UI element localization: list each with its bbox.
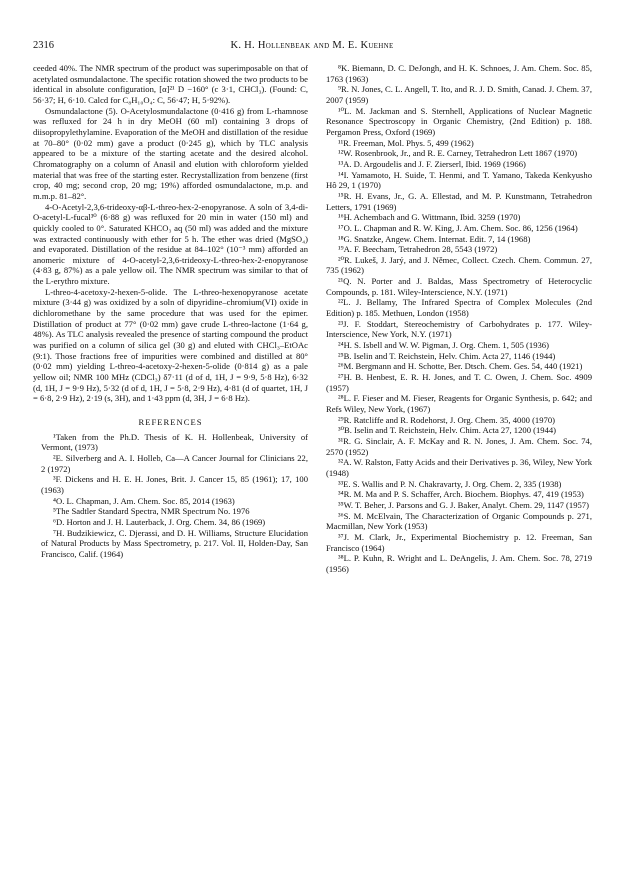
reference-item: ²¹Q. N. Porter and J. Baldas, Mass Spectrometry of Heterocyclic Compounds, p. 181. Wiley-Interscience, N.Y. (1971) [326,276,592,297]
reference-item: ²E. Silverberg and A. I. Holleb, Ca—A Cancer Journal for Clinicians 22, 2 (1972) [41,452,308,474]
reference-item: ²⁸L. F. Fieser and M. Fieser, Reagents for Organic Synthesis, p. 642; and Refs Wiley, New York, (1967) [326,393,592,414]
paragraph: ceeded 40%. The NMR spectrum of the product was superimposable on that of acetylated osmundalactone. The specific rotation showed the two products to be identical in absolute configuration, [α]²¹ D −160° (c 3·1, CHCl₃). (Found: C, 56·37; H, 6·10. Calcd for C₈H₁₀O₄: C, 56·47; H, 5·92%). [33,63,308,105]
reference-item: ¹⁹A. F. Beecham, Tetrahedron 28, 5543 (1972) [338,244,498,255]
reference-item: ²²L. J. Bellamy, The Infrared Spectra of Complex Molecules (2nd Edition) p. 185. Methuen, London (1958) [326,297,592,319]
reference-item: ³⁸L. P. Kuhn, R. Wright and L. DeAngelis, J. Am. Chem. Soc. 78, 2719 (1956) [326,553,592,574]
reference-item: ¹⁰L. M. Jackman and S. Sternhell, Applications of Nuclear Magnetic Resonance Spectroscopy in Organic Chemistry, (2nd Edition) p. 188. Pergamon Press, Oxford (1969) [326,105,592,137]
reference-item: ³⁰B. Iselin and T. Reichstein, Helv. Chim. Acta 27, 1200 (1944) [338,425,557,436]
reference-item: ⁵The Sadtler Standard Spectra, NMR Spectrum No. 1976 [53,506,250,517]
reference-item: ⁶D. Horton and J. H. Lauterback, J. Org. Chem. 34, 86 (1969) [53,516,266,527]
reference-item: ⁸K. Biemann, D. C. DeJongh, and H. K. Schnoes, J. Am. Chem. Soc. 85, 1763 (1963) [326,63,592,84]
reference-item: ¹⁶H. Achembach and G. Wittmann, Ibid. 3259 (1970) [338,212,521,223]
reference-item: ²⁷H. B. Henbest, E. R. H. Jones, and T. C. Owen, J. Chem. Soc. 4909 (1957) [326,372,592,393]
reference-item: ²³J. F. Stoddart, Stereochemistry of Carbohydrates p. 177. Wiley-Interscience, New York, N.Y. (1971) [326,318,592,340]
reference-item: ³⁴R. M. Ma and P. S. Schaffer, Arch. Biochem. Biophys. 47, 419 (1953) [338,489,584,500]
paragraph: L-threo-4-acetoxy-2-hexen-5-olide. The L-threo-hexenopyranose acetate mixture (3·44 g) was oxidized by a soln of dipyridine–chromium(VI) oxide in dichloromethane by the same procedure that was used for the epimer. Distillation of product at 77° (0·02 mm) gave crude L-threo-lactone (1·64 g, 48%). As TLC analysis revealed the presence of starting compound the product was purified on a column of silica gel (30 g) and eluted with CHCl₃–EtOAc (9:1). Those fractions free of impurities were combined and distilled at 80° (0·02 mm) yielding L-threo-4-acetoxy-2-hexen-5-olide (0·814 g) as a pale yellow oil; NMR 100 MHz (CDCl₃) δ7·11 (d of d, 1H, J = 9·9, 5·8 Hz), 6·32 (d, 1H, J = 9·9 Hz), 5·32 (d of d, 1H, J = 5·8, 2·9 Hz), 4·81 (d of quartet, 1H, J = 6·8, 2·9 Hz), 2·19 (s, 3H), and 1·43 ppm (d, 3H, J = 6·8 Hz). [33,286,308,404]
reference-item: ³F. Dickens and H. E. H. Jones, Brit. J. Cancer 15, 85 (1961); 17, 100 (1963) [41,474,308,495]
reference-item: ³¹R. G. Sinclair, A. F. McKay and R. N. Jones, J. Am. Chem. Soc. 74, 2570 (1952) [326,435,592,457]
reference-item: ⁴O. L. Chapman, J. Am. Chem. Soc. 85, 2014 (1963) [53,495,235,506]
running-head: K. H. Hollenbeak and M. E. Kuehne [230,40,394,51]
reference-item: ³⁷J. M. Clark, Jr., Experimental Biochemistry p. 12. Freeman, San Francisco (1964) [326,531,592,553]
reference-item: ²⁶M. Bergmann and H. Schotte, Ber. Dtsch. Chem. Ges. 54, 440 (1921) [338,361,583,372]
reference-item: ³⁵W. T. Beher, J. Parsons and G. J. Baker, Analyt. Chem. 29, 1147 (1957) [338,499,589,510]
right-column [318,63,592,575]
page-header [33,40,591,54]
reference-item: ¹²W. Rosenbrook, Jr., and R. E. Carney, Tetrahedron Lett 1867 (1970) [338,148,578,159]
references-heading: REFERENCES [138,417,203,427]
reference-item: ¹⁵R. H. Evans, Jr., G. A. Ellestad, and M. P. Kunstmann, Tetrahedron Letters, 1791 (1969) [326,190,592,212]
reference-item: ⁹R. N. Jones, C. L. Angell, T. Ito, and R. J. D. Smith, Canad. J. Chem. 37, 2007 (1959) [326,84,592,105]
reference-item: ²⁴H. S. Isbell and W. W. Pigman, J. Org. Chem. 1, 505 (1936) [338,340,549,351]
reference-item: ¹⁴I. Yamamoto, H. Suide, T. Henmi, and T. Yamano, Takeda Kenkyusho Hô 29, 1 (1970) [326,169,592,191]
reference-item: ⁷H. Budzikiewicz, C. Djerassi, and D. H. Williams, Structure Elucidation of Natural Products by Mass Spectrometry, p. 217. Vol. II, Holden-Day, San Francisco, Calif. (1964) [41,527,308,559]
reference-item: ¹⁸G. Snatzke, Angew. Chem. Internat. Edit. 7, 14 (1968) [338,233,531,244]
left-column [33,63,308,560]
reference-item: ¹¹R. Freeman, Mol. Phys. 5, 499 (1962) [338,137,474,148]
paragraph: 4-O-Acetyl-2,3,6-trideoxy-αβ-L-threo-hex-2-enopyranose. A soln of 3,4-di-O-acetyl-L-fucal³⁰ (6·88 g) was refluxed for 20 min in water (150 ml) and quickly cooled to 0°. Saturated KHCO₃ aq (50 ml) was added and the mixture was extracted continuously with ether for 5 h. The ether was dried (MgSO₄) and evaporated. Distillation of the residue at 84–102° (10⁻³ mm) afforded an anomeric mixture of 4-O-acetyl-2,3,6-trideoxy-L-threo-hex-2-enopyranose (4·83 g, 87%) as a pale yellow oil. The NMR spectrum was similar to that of the L-erythro mixture. [33,201,308,287]
reference-item: ¹³A. D. Argoudelis and J. F. Zierserl, Ibid. 1969 (1966) [338,158,526,169]
paragraph: Osmundalactone (5). O-Acetylosmundalactone (0·416 g) from L-rhamnose was refluxed for 24 h in dry MeOH (60 ml) containing 3 drops of diisopropylethylamine. Evaporation of the MeOH and distillation of the residue at 70–80° (0·02 mm) gave a product (0·245 g), which by TLC analysis appeared to be a mixture of the starting acetate and the desired alcohol. Chromatography on a column of Anasil and elution with chloroform yielded material that was free of the starting ester. Recrystallization from benzene (first crop, 40 mg; second crop, 20 mg; 19%) afforded osmundalactone, m.p. and m.m.p. 81–82°. [33,105,308,201]
page-number: 2316 [33,40,54,51]
reference-item: ³²A. W. Ralston, Fatty Acids and their Derivatives p. 36, Wiley, New York (1948) [326,457,593,478]
reference-item: ³³E. S. Wallis and P. N. Chakravarty, J. Org. Chem. 2, 335 (1938) [338,478,562,489]
reference-item: ²⁰R. Lukeš, J. Jarý, and J. Němec, Collect. Czech. Chem. Commun. 27, 735 (1962) [326,254,592,276]
reference-item: ¹Taken from the Ph.D. Thesis of K. H. Hollenbeak, University of Vermont, (1973) [41,431,308,453]
reference-item: ²⁵B. Iselin and T. Reichstein, Helv. Chim. Acta 27, 1146 (1944) [338,350,556,361]
reference-item: ³⁶S. M. McElvain, The Characterization of Organic Compounds p. 271, Macmillan, New York (1953) [326,510,592,532]
reference-item: ²⁹R. Ratcliffe and R. Rodehorst, J. Org. Chem. 35, 4000 (1970) [338,414,555,425]
reference-item: ¹⁷O. L. Chapman and R. W. King, J. Am. Chem. Soc. 86, 1256 (1964) [338,222,578,233]
